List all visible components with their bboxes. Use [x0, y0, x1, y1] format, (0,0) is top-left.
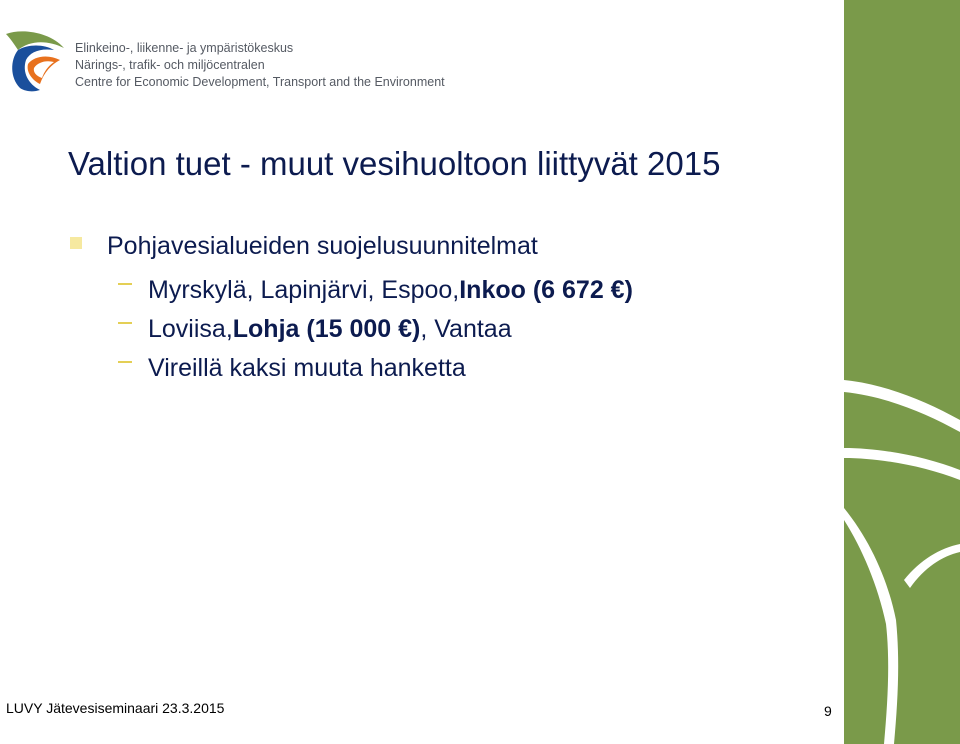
org-line-english: Centre for Economic Development, Transport and the Environment — [75, 75, 445, 89]
org-line-finnish: Elinkeino-, liikenne- ja ympäristökeskus — [75, 41, 294, 55]
organization-name — [75, 40, 445, 91]
sub-item-bold: Inkoo (6 672 €) — [459, 275, 633, 304]
ely-centre-logo-icon — [4, 28, 66, 92]
sub-item-3 — [118, 351, 466, 385]
dash-bullet-icon — [118, 283, 132, 285]
page-number: 9 — [824, 703, 832, 719]
dash-bullet-icon — [118, 322, 132, 324]
main-bullet-text: Pohjavesialueiden suojelusuunnitelmat — [107, 231, 538, 260]
sub-item-1 — [118, 273, 633, 307]
sub-item-tail: , Vantaa — [420, 314, 512, 343]
sub-item-text: Loviisa, — [148, 314, 233, 343]
dash-bullet-icon — [118, 361, 132, 363]
org-line-swedish: Närings-, trafik- och miljöcentralen — [75, 58, 265, 72]
footer-event: LUVY Jätevesiseminaari 23.3.2015 — [6, 700, 225, 716]
slide-title: Valtion tuet - muut vesihuoltoon liittyvät 2015 — [68, 145, 721, 182]
sub-item-text: Myrskylä, Lapinjärvi, Espoo, — [148, 275, 460, 304]
square-bullet-icon — [70, 237, 82, 249]
sub-item-text: Vireillä kaksi muuta hanketta — [148, 353, 466, 382]
sub-item-2 — [118, 312, 512, 346]
main-bullet — [70, 230, 538, 262]
decorative-green-band — [844, 0, 960, 744]
sub-item-bold: Lohja (15 000 €) — [232, 314, 421, 343]
